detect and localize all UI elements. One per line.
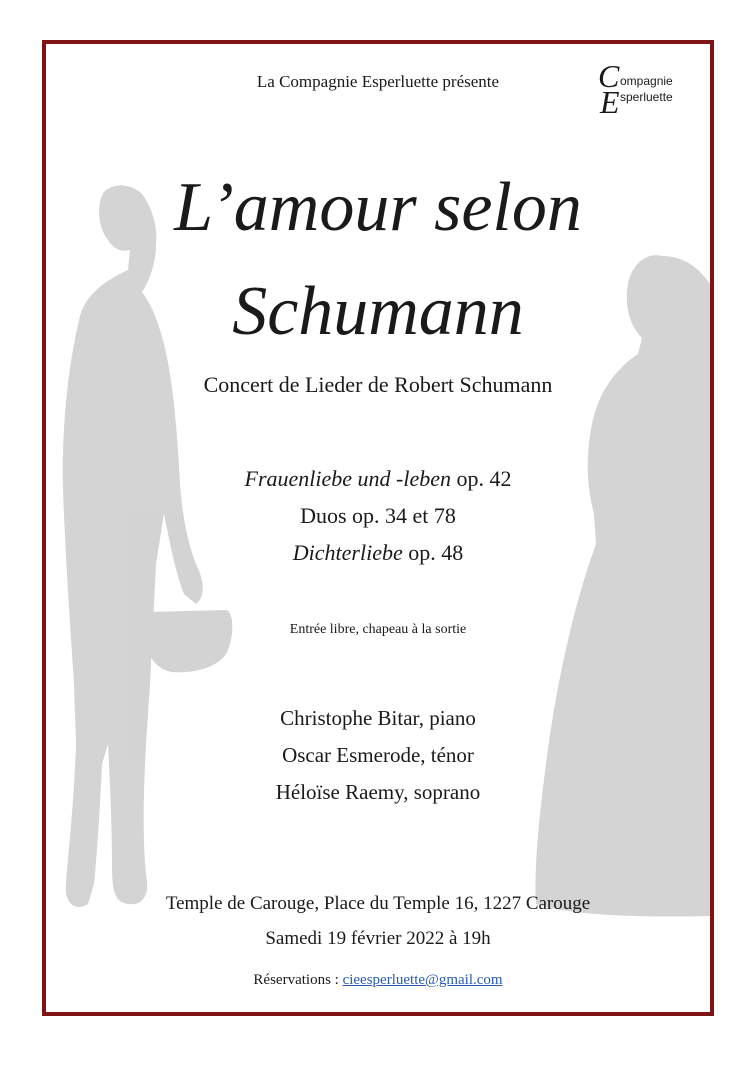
artists-list [46,700,710,811]
title-line-1: L’amour selon [174,169,582,246]
program-item-1-title: Frauenliebe und -leben [244,466,451,491]
program-item-3-title: Dichterliebe [292,540,403,565]
concert-subtitle: Concert de Lieder de Robert Schumann [203,372,553,397]
program-item-1 [46,460,710,497]
logo-initial-c: C [598,58,620,94]
program-item-3 [46,534,710,571]
program-list [46,460,710,571]
presents-line: La Compagnie Esperluette présente [256,72,500,91]
venue-address: Temple de Carouge, Place du Temple 16, 1227 Carouge [165,893,591,914]
poster-frame [42,40,714,1016]
artist-soprano: Héloïse Raemy, soprano [275,780,481,804]
reservations-label: Réservations : [253,972,343,988]
compagnie-esperluette-logo [594,60,694,120]
logo-initial-e: E [600,84,620,120]
logo-line-2: sperluette [620,90,673,104]
reservations-email-link[interactable]: cieesperluette@gmail.com [342,972,503,988]
program-item-2: Duos op. 34 et 78 [300,503,456,528]
artist-piano: Christophe Bitar, piano [280,706,476,730]
reservations-line [46,972,710,989]
concert-title [46,156,710,364]
venue-info [46,886,710,956]
artist-tenor: Oscar Esmerode, ténor [282,743,474,767]
program-item-1-opus: op. 42 [451,466,512,491]
venue-date: Samedi 19 février 2022 à 19h [265,928,491,949]
title-line-2: Schumann [232,273,524,350]
logo-line-1: ompagnie [620,74,673,88]
entry-note: Entrée libre, chapeau à la sortie [289,622,467,637]
program-item-3-opus: op. 48 [402,540,464,565]
